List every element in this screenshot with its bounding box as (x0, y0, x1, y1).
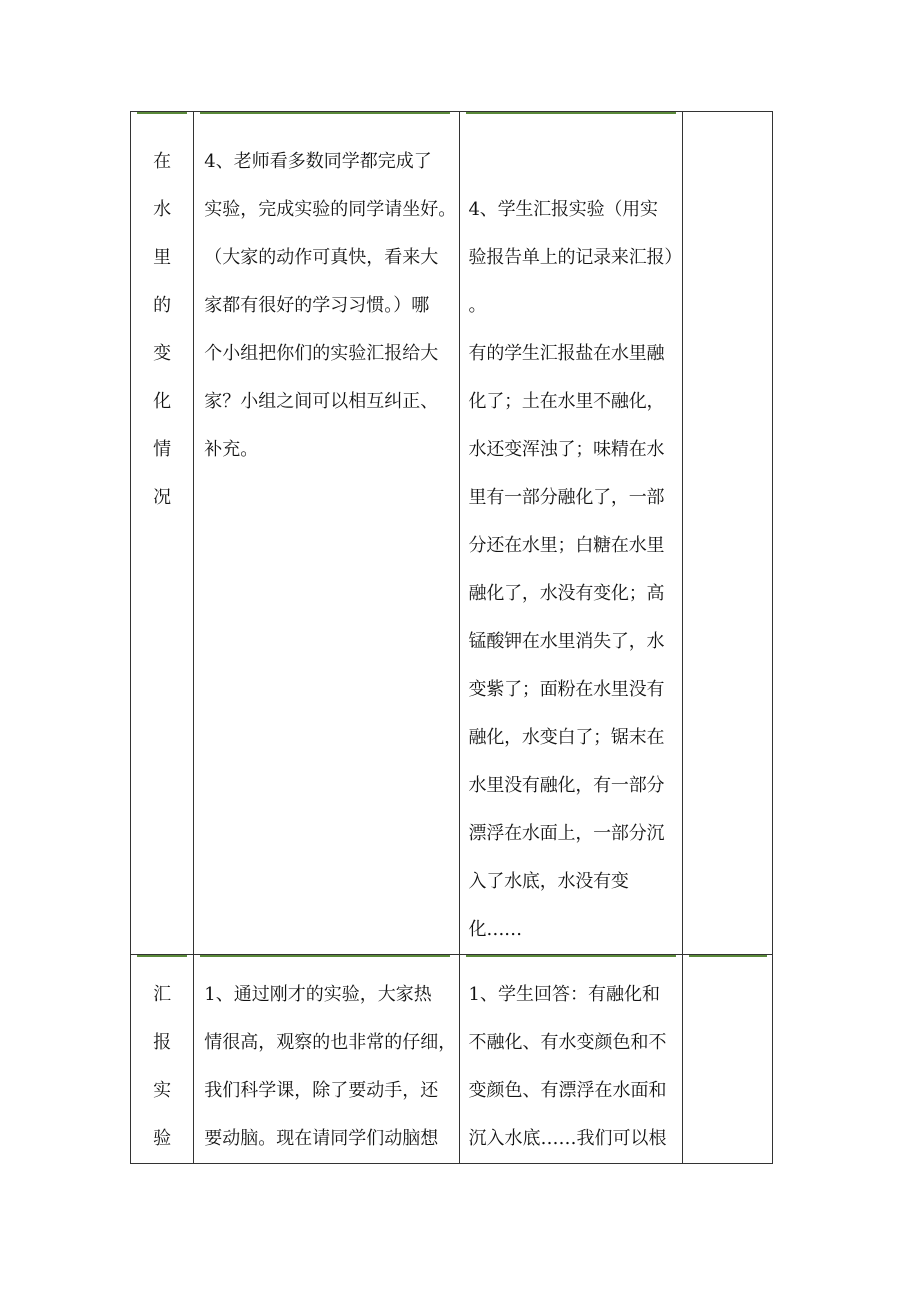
stage-label-char: 化 (153, 391, 172, 412)
text-line: 1、学生回答：有融化和 (468, 984, 660, 1005)
text-line: 化…… (468, 919, 522, 940)
text-line: 不融化、有水变颜色和不 (468, 1032, 667, 1053)
text-line: 锰酸钾在水里消失了，水 (468, 631, 665, 652)
student-activity-text (460, 955, 682, 1163)
text-line: 家都有很好的学习习惯。）哪 (204, 295, 430, 316)
student-activity-text (460, 112, 682, 954)
text-line: 我们科学课，除了要动手，还 (204, 1080, 439, 1101)
text-line: 融化了，水没有变化；高 (468, 583, 665, 604)
text-line: 验报告单上的记录来汇报） (468, 247, 683, 268)
text-line: 4、学生汇报实验（用实 (468, 199, 658, 220)
text-line: 沉入水底……我们可以根 (468, 1128, 667, 1149)
text-line: 情很高，观察的也非常的仔细， (204, 1032, 457, 1053)
stage-label-char: 情 (153, 439, 172, 460)
text-line: 1、通过刚才的实验，大家热 (204, 984, 432, 1005)
table-row-water-changes (131, 112, 773, 955)
text-line: 入了水底，水没有变 (468, 871, 629, 892)
notes-cell (682, 955, 772, 1164)
text-line: 要动脑。现在请同学们动脑想 (204, 1128, 439, 1149)
stage-label-char: 报 (153, 1032, 172, 1053)
cell-top-rule (466, 112, 676, 114)
text-line: 分还在水里；白糖在水里 (468, 535, 665, 556)
text-line: 家？小组之间可以相互纠正、 (204, 391, 439, 412)
text-line: 补充。 (204, 439, 259, 460)
stage-label-vertical (131, 955, 193, 1163)
student-activity-cell (459, 112, 682, 955)
text-line: 。 (468, 295, 487, 316)
stage-label-char: 里 (153, 247, 172, 268)
stage-label-char: 变 (153, 343, 172, 364)
teacher-activity-cell (194, 955, 459, 1164)
text-line: 水里没有融化，有一部分 (468, 775, 665, 796)
stage-label-char: 的 (153, 295, 172, 316)
text-line: 有的学生汇报盐在水里融 (468, 343, 665, 364)
stage-label-char: 水 (153, 199, 172, 220)
stage-label-char: 汇 (153, 984, 172, 1005)
text-line: 变颜色、有漂浮在水面和 (468, 1080, 667, 1101)
text-line: 实验，完成实验的同学请坐好。 (204, 199, 457, 220)
text-line: 变紫了；面粉在水里没有 (468, 679, 665, 700)
stage-label-char: 况 (153, 487, 172, 508)
stage-label-char: 在 (153, 151, 172, 172)
notes-cell (682, 112, 772, 955)
cell-top-rule (466, 955, 676, 957)
text-line: 个小组把你们的实验汇报给大 (204, 343, 439, 364)
cell-top-rule (200, 112, 450, 114)
teacher-activity-text (194, 112, 458, 474)
student-activity-cell (459, 955, 682, 1164)
text-line: 化了；土在水里不融化， (468, 391, 665, 412)
cell-top-rule (137, 112, 187, 114)
text-line: 融化，水变白了；锯末在 (468, 727, 665, 748)
text-line: 水还变浑浊了；味精在水 (468, 439, 665, 460)
cell-top-rule (200, 955, 450, 957)
table-row-report-experiment (131, 955, 773, 1164)
text-line: 里有一部分融化了，一部 (468, 487, 665, 508)
cell-top-rule (137, 955, 187, 957)
stage-label-cell (131, 955, 194, 1164)
stage-label-char: 实 (153, 1080, 172, 1101)
stage-label-char: 验 (153, 1128, 172, 1149)
teacher-activity-text (194, 955, 458, 1163)
cell-top-rule (689, 955, 767, 957)
teacher-activity-cell (194, 112, 459, 955)
text-line: 4、老师看多数同学都完成了 (204, 151, 432, 172)
stage-label-cell (131, 112, 194, 955)
stage-label-vertical (131, 112, 193, 522)
lesson-plan-table (130, 111, 773, 1164)
text-line: （大家的动作可真快，看来大 (204, 247, 439, 268)
text-line: 漂浮在水面上，一部分沉 (468, 823, 665, 844)
